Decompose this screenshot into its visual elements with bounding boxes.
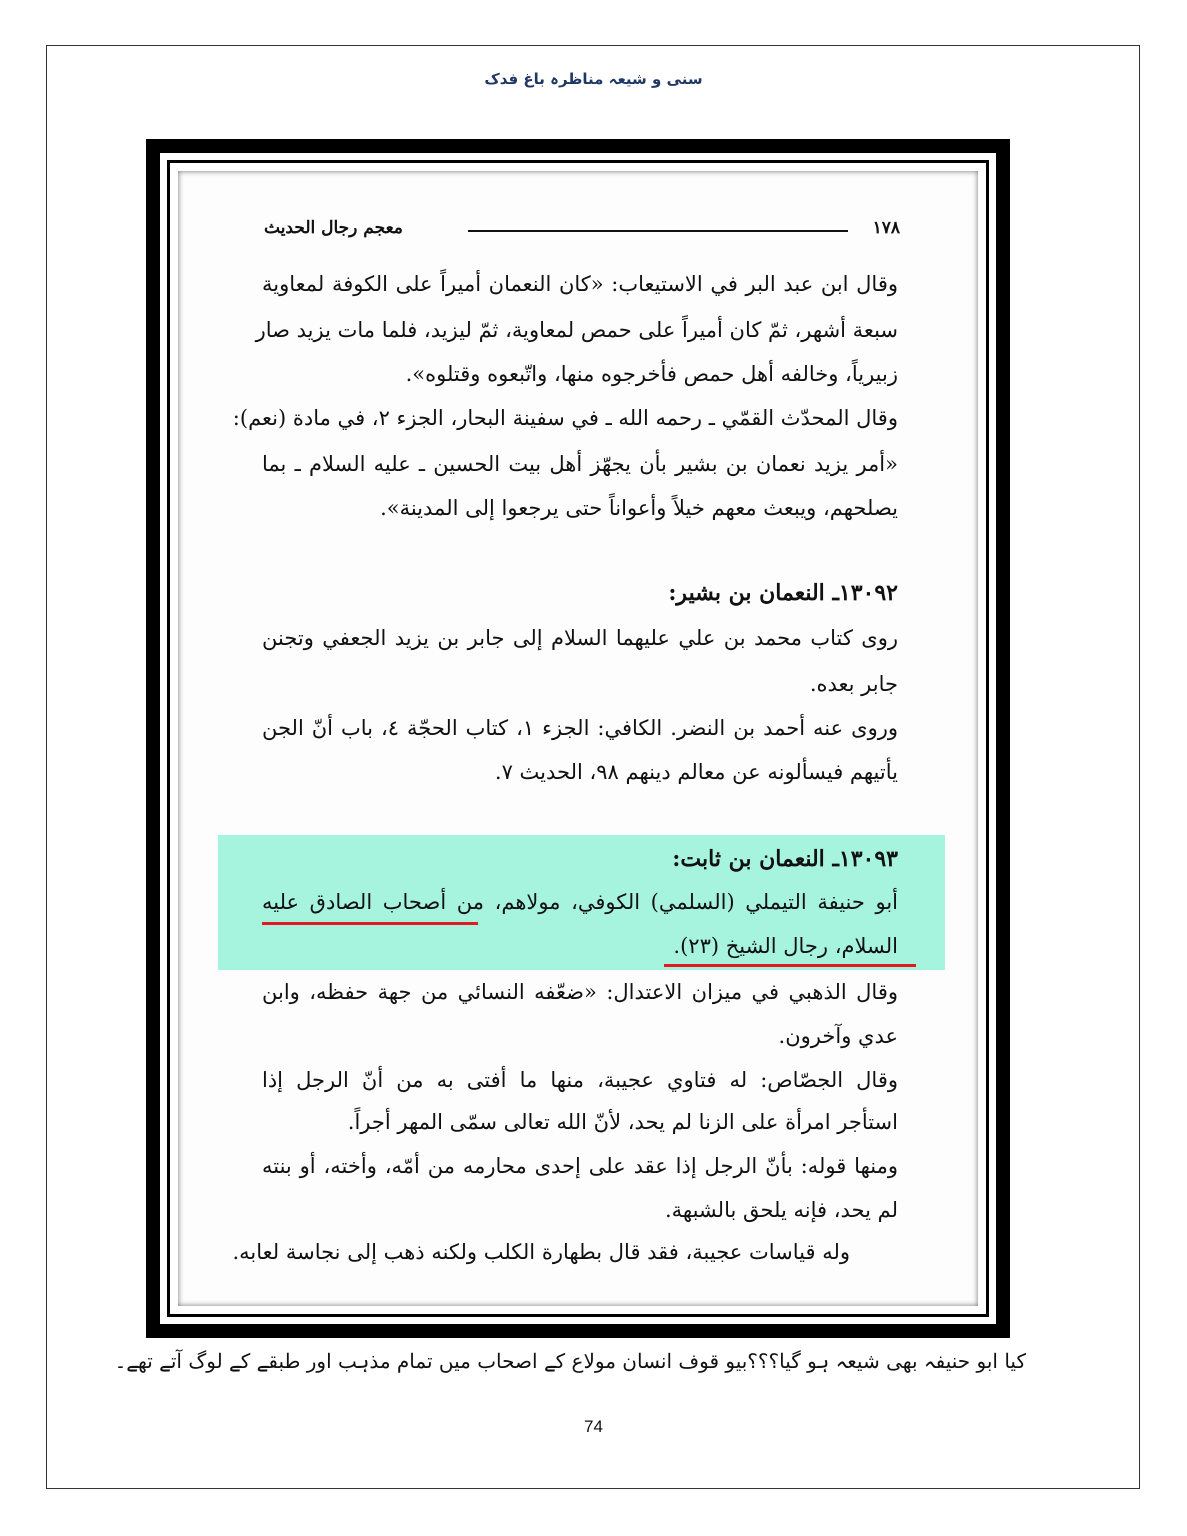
text-line: ومنها قوله: بأنّ الرجل إذا عقد على إحدى محارمه من أمّه، وأخته، أو بنته <box>262 1154 898 1178</box>
entry-heading: ١٣٠٩٢ـ النعمان بن بشير: <box>668 580 898 606</box>
text-line: وقال ابن عبد البر في الاستيعاب: «كان النعمان أميراً على الكوفة لمعاوية <box>262 272 898 296</box>
highlighted-text-line: السلام، رجال الشيخ (٢٣). <box>673 934 898 958</box>
text-line: يصلحهم، ويبعث معهم خيلاً وأعواناً حتى يرجعوا إلى المدينة». <box>380 496 898 520</box>
text-line: وقال الجصّاص: له فتاوي عجيبة، منها ما أفتى به من أنّ الرجل إذا <box>262 1068 898 1092</box>
running-head <box>256 218 900 242</box>
highlighted-text-line: أبو حنيفة التيملي (السلمي) الكوفي، مولاهم، من أصحاب الصادق عليه <box>262 890 898 914</box>
red-underline <box>262 922 478 925</box>
text-line: لم يحد، فإنه يلحق بالشبهة. <box>664 1198 898 1222</box>
text-line: عدي وآخرون. <box>778 1024 898 1048</box>
text-line: وله قياسات عجيبة، فقد قال بطهارة الكلب ولكنه ذهب إلى نجاسة لعابه. <box>232 1240 850 1264</box>
red-underline <box>664 964 916 967</box>
text-line: وقال الذهبي في ميزان الاعتدال: «ضعّفه النسائي من جهة حفظه، وابن <box>262 980 898 1004</box>
page-header-title: سنی و شیعہ مناظرہ باغ فدک <box>484 70 703 88</box>
text-line: يأتيهم فيسألونه عن معالم دينهم ٩٨، الحديث ٧. <box>494 760 898 784</box>
entry-heading: ١٣٠٩٣ـ النعمان بن ثابت: <box>672 846 898 872</box>
text-line: زبيرياً، وخالفه أهل حمص فأخرجوه منها، واتّبعوه وقتلوه». <box>405 362 898 386</box>
text-line: وقال المحدّث القمّي ـ رحمه الله ـ في سفينة البحار، الجزء ٢، في مادة (نعم): <box>232 406 898 430</box>
book-page-number: ١٧٨ <box>872 218 900 238</box>
text-line: سبعة أشهر، ثمّ كان أميراً على حمص لمعاوية، ثمّ ليزيد، فلما مات يزيد صار <box>255 318 898 342</box>
running-head-rule <box>468 230 848 232</box>
text-line: «أمر يزيد نعمان بن بشير بأن يجهّز أهل بيت الحسين ـ عليه السلام ـ بما <box>262 452 898 476</box>
text-line: استأجر امرأة على الزنا لم يحد، لأنّ الله تعالى سمّى المهر أجراً. <box>347 1110 898 1134</box>
text-line: جابر بعده. <box>809 672 898 696</box>
text-line: روى كتاب محمد بن علي عليهما السلام إلى جابر بن يزيد الجعفي وتجنن <box>262 626 898 650</box>
urdu-caption: کیا ابو حنیفہ بھی شیعہ ہو گیا؟؟؟بیو قوف انسان مولاع کے اصحاب میں تمام مذہب اور طبقے کے لوگ آتے تھے۔ <box>114 1349 1026 1373</box>
book-title: معجم رجال الحديث <box>264 218 403 238</box>
page-number: 74 <box>584 1417 603 1436</box>
text-line: وروى عنه أحمد بن النضر. الكافي: الجزء ١، كتاب الحجّة ٤، باب أنّ الجن <box>262 716 898 740</box>
